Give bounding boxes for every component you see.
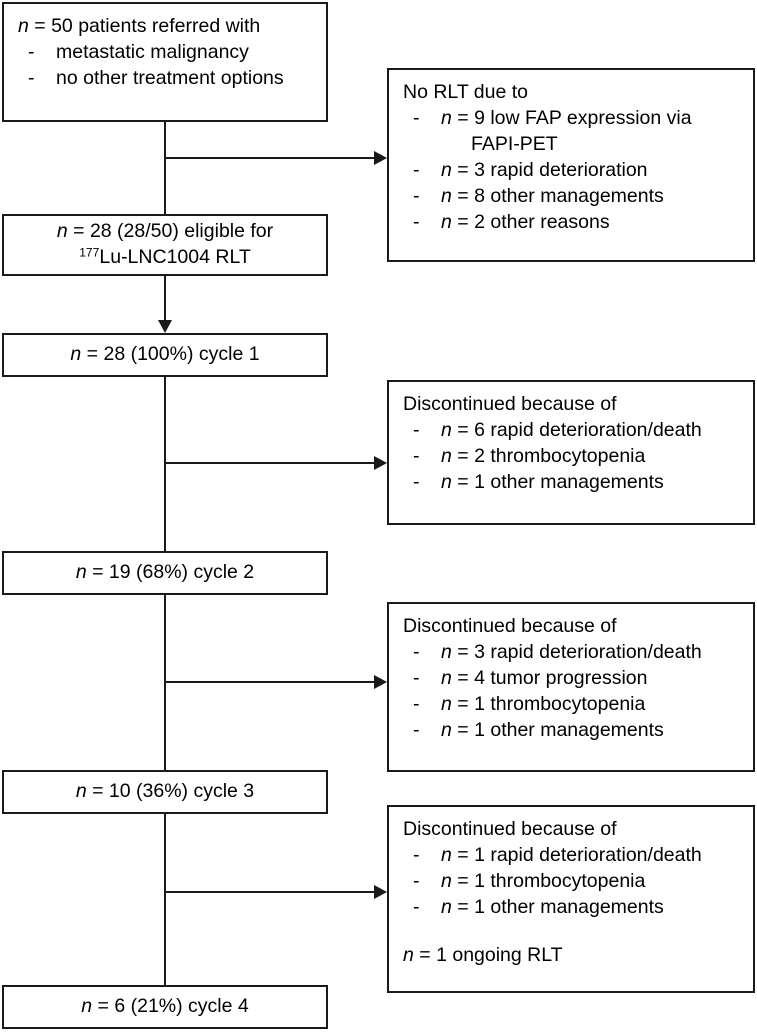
italic-n: n: [441, 470, 452, 493]
connector-branch-disc-cycle2: [164, 681, 374, 683]
italic-n: n: [441, 640, 452, 663]
node-referred-list: [18, 40, 318, 92]
italic-n: n: [441, 444, 452, 467]
arrowhead-cycle1: [158, 320, 172, 333]
list-item: [403, 184, 745, 210]
italic-n: n: [56, 220, 68, 243]
node-eligible-line1: n = 28 (28/50) eligible for: [56, 220, 274, 243]
node-discontinued-cycle-3-header: Discontinued because of: [403, 818, 617, 840]
node-cycle-4-text: n = 6 (21%) cycle 4: [81, 995, 249, 1018]
list-item-label: = 8 other managements: [451, 184, 664, 207]
list-item: [18, 66, 318, 92]
arrowhead-no-rlt: [374, 151, 387, 165]
connector-branch-disc-cycle1: [164, 462, 374, 464]
italic-n: n: [70, 343, 82, 366]
dash-marker: -: [413, 640, 420, 663]
list-item: [403, 210, 745, 236]
node-discontinued-cycle-2-list: [403, 640, 745, 744]
list-item: [403, 418, 745, 444]
connector-eligible-to-cycle1: [164, 276, 166, 321]
node-no-rlt: [387, 68, 755, 262]
node-discontinued-cycle-2-header: Discontinued because of: [403, 615, 617, 637]
dash-marker: -: [413, 692, 420, 715]
list-item: [403, 692, 745, 718]
list-item-continuation: FAPI-PET: [471, 132, 558, 155]
list-item-label: = 1 thrombocytopenia: [451, 869, 646, 892]
list-item: [403, 843, 745, 869]
arrowhead-disc-cycle1: [374, 456, 387, 470]
node-discontinued-cycle-1: [387, 380, 755, 525]
list-item: [403, 158, 745, 184]
list-item-label: = 3 rapid deterioration: [451, 158, 648, 181]
node-cycle-1: [2, 333, 328, 377]
node-cycle-3-text: n = 10 (36%) cycle 3: [75, 780, 255, 803]
list-item: [403, 470, 745, 496]
arrowhead-disc-cycle2: [374, 675, 387, 689]
list-item-label: = 1 other managements: [451, 718, 664, 741]
node-discontinued-cycle-1-header: Discontinued because of: [403, 393, 617, 415]
node-cycle-2: [2, 551, 328, 595]
dash-marker: -: [413, 718, 420, 741]
dash-marker: -: [413, 418, 420, 441]
list-item-label: = 6 rapid deterioration/death: [451, 418, 702, 441]
connector-branch-no-rlt: [164, 157, 374, 159]
italic-n: n: [441, 718, 452, 741]
italic-n: n: [441, 158, 452, 181]
list-item-label: = 2 other reasons: [451, 210, 610, 233]
italic-n: n: [441, 418, 452, 441]
node-referred-patients: [2, 2, 328, 122]
italic-n: n: [441, 869, 452, 892]
node-eligible-text: [57, 219, 273, 271]
list-item-label: = 9 low FAP expression via: [451, 106, 692, 129]
list-item-label: = 1 other managements: [451, 470, 664, 493]
list-item: [403, 666, 745, 692]
italic-n: n: [441, 843, 452, 866]
node-discontinued-cycle-3-ongoing: n = 1 ongoing RLT: [403, 943, 563, 966]
list-item-label: = 4 tumor progression: [451, 666, 648, 689]
italic-n: n: [441, 106, 452, 129]
italic-n: n: [441, 210, 452, 233]
list-item-label: = 3 rapid deterioration/death: [451, 640, 702, 663]
dash-marker: -: [413, 470, 420, 493]
connector-cycle3-to-cycle4: [164, 813, 166, 985]
italic-n: n: [441, 895, 452, 918]
dash-marker: -: [28, 66, 35, 89]
list-item: [18, 40, 318, 66]
dash-marker: -: [413, 184, 420, 207]
dash-marker: -: [413, 895, 420, 918]
isotope-superscript: 177: [79, 245, 100, 260]
node-cycle-2-text: n = 19 (68%) cycle 2: [75, 561, 255, 584]
list-item-label: metastatic malignancy: [56, 40, 249, 63]
node-cycle-1-text: n = 28 (100%) cycle 1: [70, 343, 260, 366]
dash-marker: -: [413, 843, 420, 866]
connector-referred-to-eligible: [164, 122, 166, 214]
node-discontinued-cycle-2: [387, 602, 755, 772]
list-item-label: no other treatment options: [56, 66, 284, 89]
list-item-label: = 1 rapid deterioration/death: [451, 843, 702, 866]
italic-n: n: [441, 184, 452, 207]
list-item-label: = 2 thrombocytopenia: [451, 444, 646, 467]
italic-n: n: [81, 995, 93, 1018]
italic-n: n: [441, 666, 452, 689]
node-no-rlt-header: No RLT due to: [403, 81, 529, 103]
italic-n: n: [18, 15, 29, 37]
dash-marker: -: [413, 106, 420, 129]
list-item-label: = 1 other managements: [451, 895, 664, 918]
list-item: [403, 895, 745, 921]
node-discontinued-cycle-1-list: [403, 418, 745, 496]
dash-marker: -: [413, 444, 420, 467]
dash-marker: -: [413, 210, 420, 233]
node-discontinued-cycle-3-list: [403, 843, 745, 921]
dash-marker: -: [413, 666, 420, 689]
dash-marker: -: [413, 158, 420, 181]
connector-cycle1-to-cycle2: [164, 377, 166, 551]
list-item: [403, 444, 745, 470]
node-eligible-line2: $^{177}$Lu-LNC1004 RLT: [79, 245, 251, 268]
node-referred-header: n = 50 patients referred with: [18, 15, 261, 37]
arrowhead-disc-cycle3: [374, 885, 387, 899]
italic-n: n: [75, 780, 87, 803]
node-discontinued-cycle-3: [387, 805, 755, 993]
node-no-rlt-list: [403, 106, 745, 236]
italic-n: n: [441, 692, 452, 715]
dash-marker: -: [413, 869, 420, 892]
node-eligible: [2, 214, 328, 276]
list-item: [403, 106, 745, 158]
italic-n: n: [75, 561, 87, 584]
list-item: [403, 869, 745, 895]
node-cycle-3: [2, 770, 328, 814]
italic-n: n: [403, 943, 414, 966]
list-item: [403, 640, 745, 666]
list-item-label: = 1 thrombocytopenia: [451, 692, 646, 715]
dash-marker: -: [28, 40, 35, 63]
list-item: [403, 718, 745, 744]
connector-branch-disc-cycle3: [164, 891, 374, 893]
node-cycle-4: [2, 985, 328, 1029]
